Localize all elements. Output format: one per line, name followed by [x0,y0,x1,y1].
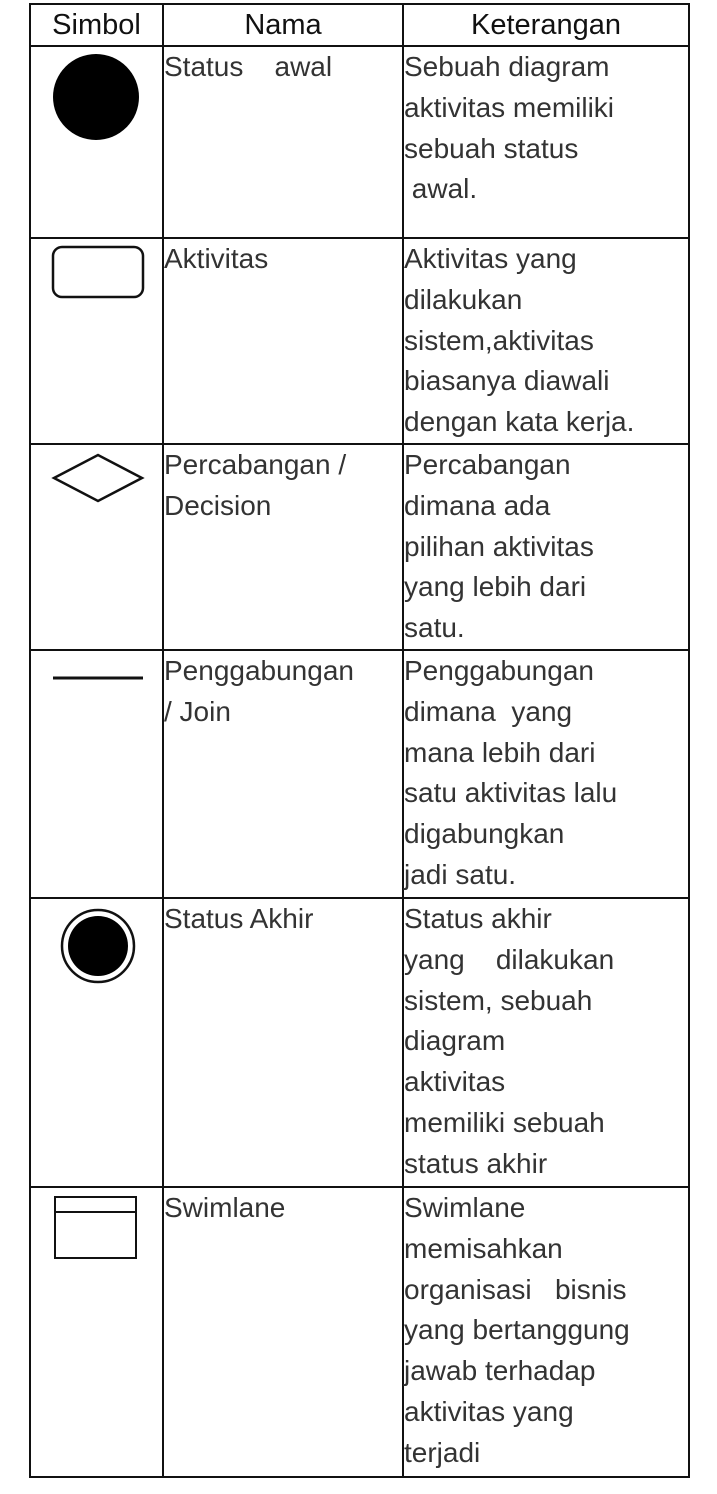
header-symbol: Simbol [30,4,163,46]
table-row [30,898,689,1187]
header-description: Keterangan [403,4,689,46]
description-cell: Aktivitas yang dilakukan sistem,aktivitas biasanya diawali dengan kata kerja. [403,238,689,444]
name-cell: Status Akhir [163,898,403,1187]
name-cell: Status awal [163,46,403,238]
table-row [30,650,689,898]
bullseye-circle-icon [59,907,137,985]
header-name: Nama [163,4,403,46]
name-cell: Aktivitas [163,238,403,444]
symbol-cell [30,1187,163,1477]
name-cell: Percabangan / Decision [163,444,403,650]
description-cell: Percabangan dimana ada pilihan aktivitas yang lebih dari satu. [403,444,689,650]
symbol-cell [30,898,163,1187]
horizontal-line-icon [51,673,145,683]
symbol-cell [30,650,163,898]
description-cell: Swimlane memisahkan organisasi bisnis yang bertanggung jawab terhadap aktivitas yang terjadi [403,1187,689,1477]
symbol-cell [30,46,163,238]
header-row [30,4,689,46]
table-row [30,444,689,650]
symbol-cell [30,238,163,444]
symbol-cell [30,444,163,650]
name-cell: Swimlane [163,1187,403,1477]
description-cell: Status akhir yang dilakukan sistem, sebuah diagram aktivitas memiliki sebuah status akhir [403,898,689,1187]
swimlane-box-icon [53,1195,139,1261]
uml-activity-symbol-table [29,3,690,1478]
name-cell: Penggabungan / Join [163,650,403,898]
table-row [30,46,689,238]
filled-circle-icon [51,52,141,142]
description-cell: Sebuah diagram aktivitas memiliki sebuah status awal. [403,46,689,238]
table-row [30,238,689,444]
table-row [30,1187,689,1477]
diamond-icon [51,451,145,505]
rounded-rectangle-icon [51,245,145,299]
description-cell: Penggabungan dimana yang mana lebih dari satu aktivitas lalu digabungkan jadi satu. [403,650,689,898]
